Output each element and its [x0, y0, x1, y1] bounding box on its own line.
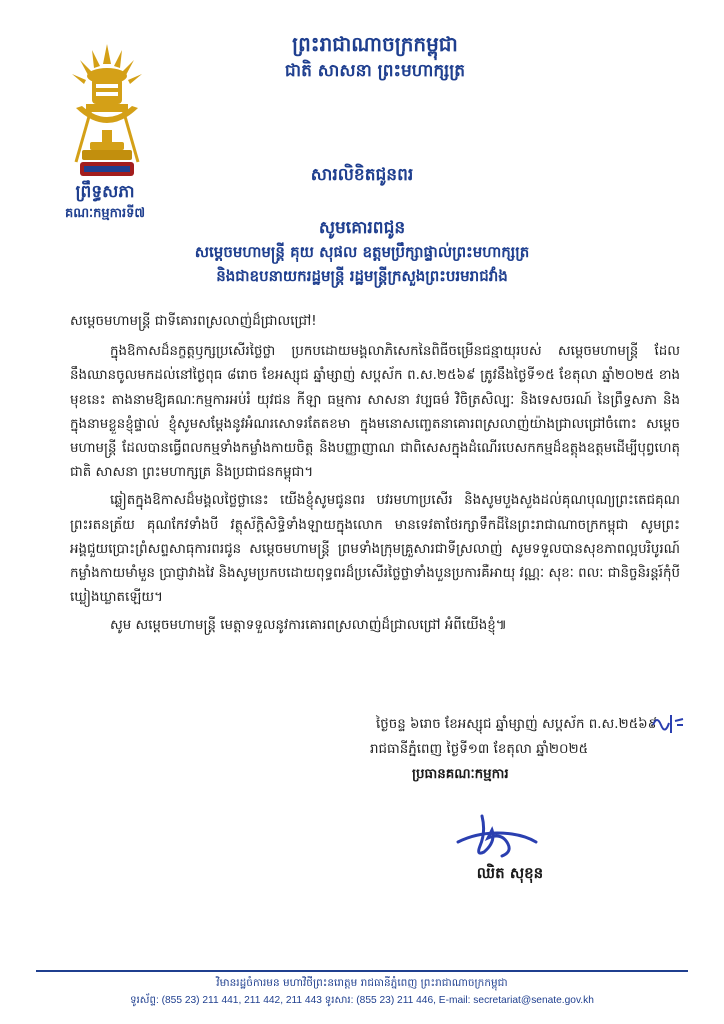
signer-title: ប្រធានគណៈកម្មការ: [412, 767, 509, 782]
national-motto: ជាតិ សាសនា ព្រះមហាក្សត្រ: [284, 61, 466, 81]
greeting: សម្តេចមហាមន្ត្រី ជាទីគោរពស្រលាញ់ដ៏ជ្រាលជ្រៅ!: [70, 314, 317, 329]
paragraph-1: ក្នុងឱកាសដ៏នក្ខត្តឫក្សប្រសើរថ្លៃថ្លា ប្រកបដោយមង្គលាភិសេកនៃពិធីចម្រើនជន្មាយុរបស់ សម្តេចមហាមន្ត្រី ដែលនឹងឈានចូលមកដល់នៅថ្ងៃពុធ ៨រោច ខែអស្សុជ ឆ្នាំម្សាញ់ សប្តស័ក ព.ស.២៥៦៩ ត្រូវនឹងថ្ងៃទី១៥ ខែតុលា ឆ្នាំ២០២៥ ខាងមុខនេះ តាងនាមឱ្យគណៈកម្មការអប់រំ យុវជន កីឡា ធម្មការ សាសនា វប្បធម៌ វិចិត្រសិល្បៈ និងទេសចរណ៍ នៃព្រឹទ្ធសភា និងក្នុងនាមខ្លួនខ្ញុំផ្ទាល់ ខ្ញុំសូមសម្តែងនូវអំណរសោទរតែតខមា ក្នុងមនោសញ្ចេតនាគោរពស្រលាញ់យ៉ាងជ្រាលជ្រៅចំពោះ សម្តេចមហាមន្ត្រី ដែលបានធ្វើពលកម្មទាំងកម្លាំងកាយចិត្ត និងបញ្ញាញាណ ជាពិសេសក្នុងដំណើរបេសកកម្មដ៏ឧត្តុងឧត្តមដើម្បីបុព្វហេតុ ជាតិ សាសនា ព្រះមហាក្សត្រ និងប្រជាជនកម្ពុជា។: [70, 344, 680, 481]
recipient-title: និងជាឧបនាយករដ្ឋមន្ត្រី រដ្ឋមន្ត្រីក្រសួងព្រះបរមរាជវាំង: [216, 267, 508, 285]
recipient-salutation: សូមគោរពជូន: [318, 218, 406, 238]
date-block: [370, 712, 690, 787]
footer-address: វិមានរដ្ឋចំការមន មហាវិថីព្រះនរោត្តម រាជធានីភ្នំពេញ ព្រះរាជាណាចក្រកម្ពុជា: [216, 977, 508, 989]
senate-emblem-icon: [62, 42, 152, 182]
senate-name: ព្រឹទ្ធសភា: [75, 182, 135, 202]
kingdom-name: ព្រះរាជាណាចក្រកម្ពុជា: [292, 32, 458, 56]
document-title: សារលិខិតជូនពរ: [310, 165, 414, 185]
signature-icon: [452, 812, 542, 866]
footer-contact: ទូរស័ព្ទ: (855 23) 211 441, 211 442, 211 443 ទូរសារ: (855 23) 211 446, E-mail: secretariat@senate.gov.kh: [130, 995, 594, 1006]
letterhead-footer: [36, 975, 688, 1009]
footer-divider: [36, 970, 688, 972]
recipient-name: សម្តេចមហាមន្ត្រី គុយ សុផល ឧត្តមប្រឹក្សាផ្ទាល់ព្រះមហាក្សត្រ: [194, 243, 530, 261]
paragraph-2: ឆ្លៀតក្នុងឱកាសដ៏មង្គលថ្លៃថ្លានេះ យើងខ្ញុំសូមជូនពរ បវរមហាប្រសើរ និងសូមបួងសួងដល់គុណបុណ្យព្រះតេជគុណព្រះរតនត្រ័យ គុណកែវទាំងបី វត្ថុស័ក្តិសិទ្ធិទាំងឡាយក្នុងលោក មានទេវតាថែរក្សាទឹកដីនៃព្រះរាជាណាចក្រកម្ពុជា សូមព្រះអង្គជួយប្រោះព្រំសព្ទសាធុការពរជូន សម្តេចមហាមន្ត្រី ព្រមទាំងក្រុមគ្រួសារជាទីស្រលាញ់ សូមទទួលបានសុខភាពល្អបរិបូរណ៍ កម្លាំងកាយមាំមួន ប្រាជ្ញាវាងវៃ និងសូមប្រកបដោយពុទ្ធពរដ៏ប្រសើរថ្លៃថ្លាទាំងបួនប្រការគឺអាយុ វណ្ណៈ សុខៈ ពលៈ ជានិច្ចនិរន្តរ៍កុំបីឃ្លៀងឃ្លាតឡើយ។: [70, 493, 680, 606]
signer-name: ឈិត សុខុន: [476, 864, 544, 882]
lunar-date: ថ្ងៃចន្ទ ៦រោច ខែអស្សុជ ឆ្នាំម្សាញ់ សប្តស័ក ព.ស.២៥៦៩: [376, 717, 658, 732]
solar-date: រាជធានីភ្នំពេញ ថ្ងៃទី១៣ ខែតុលា ឆ្នាំ២០២៥: [370, 742, 589, 757]
closing-line: សូម សម្តេចមហាមន្ត្រី មេត្តាទទួលនូវការគោរពស្រលាញ់ដ៏ជ្រាលជ្រៅ អំពីយើងខ្ញុំ៕: [110, 618, 507, 634]
recipient-block: [90, 216, 634, 288]
kingdom-header: [210, 30, 540, 84]
committee-name: គណៈកម្មការទី៧: [64, 206, 145, 221]
letter-body: [70, 310, 680, 643]
handwritten-mark-icon: [651, 711, 685, 735]
